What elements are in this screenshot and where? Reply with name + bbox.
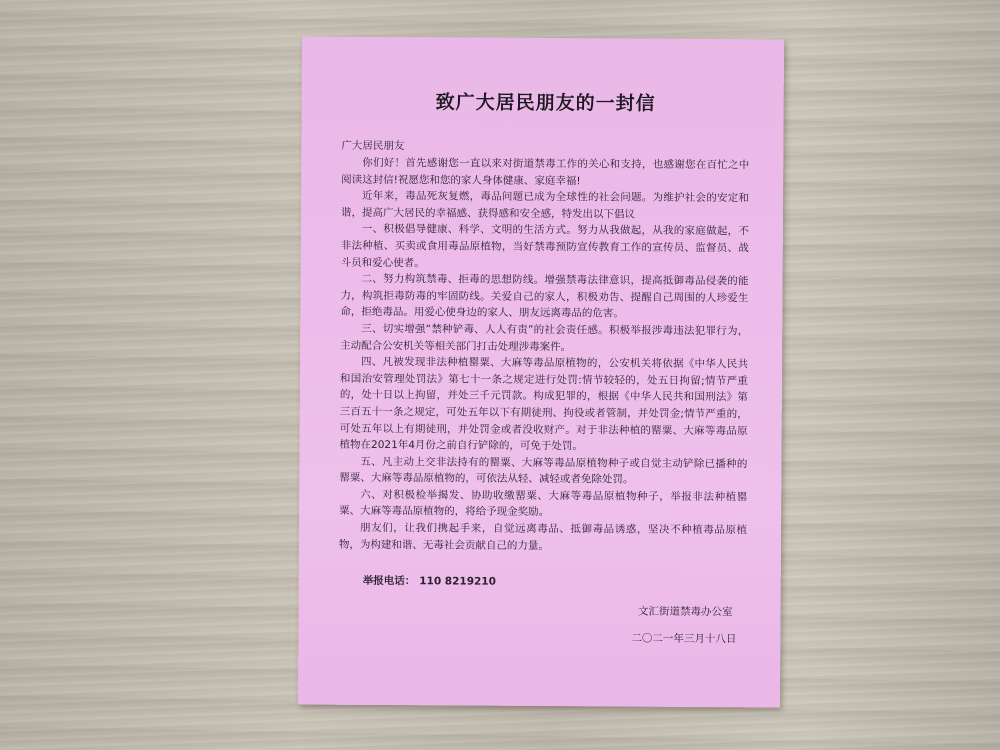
signature-date: 二〇二一年三月十八日 — [631, 632, 737, 646]
letter-title: 致广大居民朋友的一封信 — [435, 91, 656, 115]
report-hotline — [339, 573, 747, 590]
paragraph-closing: 朋友们，让我们携起手来，自觉远离毒品、抵御毒品诱惑，坚决不种植毒品原植物，为构建和谐、无毒社会贡献自己的力量。 — [338, 521, 748, 552]
paragraph-item-5: 五、凡主动上交非法持有的罂粟、大麻等毒品原植物种子或自觉主动铲除已播种的罂粟、大麻等毒品原植物的，可依法从轻、减轻或者免除处罚。 — [339, 455, 748, 486]
paragraph-item-2: 二、努力构筑禁毒、拒毒的思想防线。增强禁毒法律意识，提高抵御毒品侵袭的能力，构筑拒毒防毒的牢固防线。关爱自己的家人，积极劝告、提醒自己周围的人珍爱生命，拒绝毒品。用爱心使身边的家人、朋友远离毒品的危害。 — [340, 273, 749, 320]
paragraph-item-3: 三、切实增强“禁种铲毒、人人有责”的社会责任感。积极举报涉毒违法犯罪行为，主动配合公安机关等相关部门打击处理涉毒案件。 — [340, 322, 749, 353]
paragraph-item-4: 四、凡被发现非法种植罂粟、大麻等毒品原植物的，公安机关将依据《中华人民共和国治安管理处罚法》第七十一条之规定进行处罚:情节较轻的，处五日拘留;情节严重的，处十日以上拘留，并处三千元罚款。构成犯罪的，根据《中华人民共和国刑法》第三百五十一条之规定，可处五年以下有期徒刑、拘役或者管制，并处罚金;情节严重的，可处五年以上有期徒刑，并处罚金或者没收财产。对于非法种植的罂粟、大麻等毒品原植物在2021年4月份之前自行铲除的，可免于处罚。 — [339, 356, 749, 453]
letter-sheet — [298, 37, 784, 708]
hotline-label: 举报电话： — [362, 575, 416, 588]
paragraph-item-6: 六、对积极检举揭发、协助收缴罂粟、大麻等毒品原植物种子，举报非法种植罂粟、大麻等毒品原植物的，将给予现金奖励。 — [339, 488, 748, 519]
letter-salutation: 广大居民朋友 — [341, 139, 405, 153]
paragraph-greeting: 你们好！首先感谢您一直以来对街道禁毒工作的关心和支持，也感谢您在百忙之中阅读这封信!祝愿您和您的家人身体健康、家庭幸福! — [341, 156, 750, 187]
paragraph-intro: 近年来，毒品死灰复燃，毒品问题已成为全球性的社会问题。为维护社会的安定和谐，提高广大居民的幸福感、获得感和安全感，特发出以下倡议 — [340, 190, 750, 221]
signature-office: 文汇街道禁毒办公室 — [638, 605, 733, 619]
hotline-number: 110 8219210 — [419, 575, 496, 588]
paragraph-item-1: 一、积极倡导健康、科学、文明的生活方式。努力从我做起，从我的家庭做起，不非法种植、买卖或食用毒品原植物，当好禁毒预防宣传教育工作的宣传员、监督员、战斗员和爱心使者。 — [340, 223, 749, 269]
